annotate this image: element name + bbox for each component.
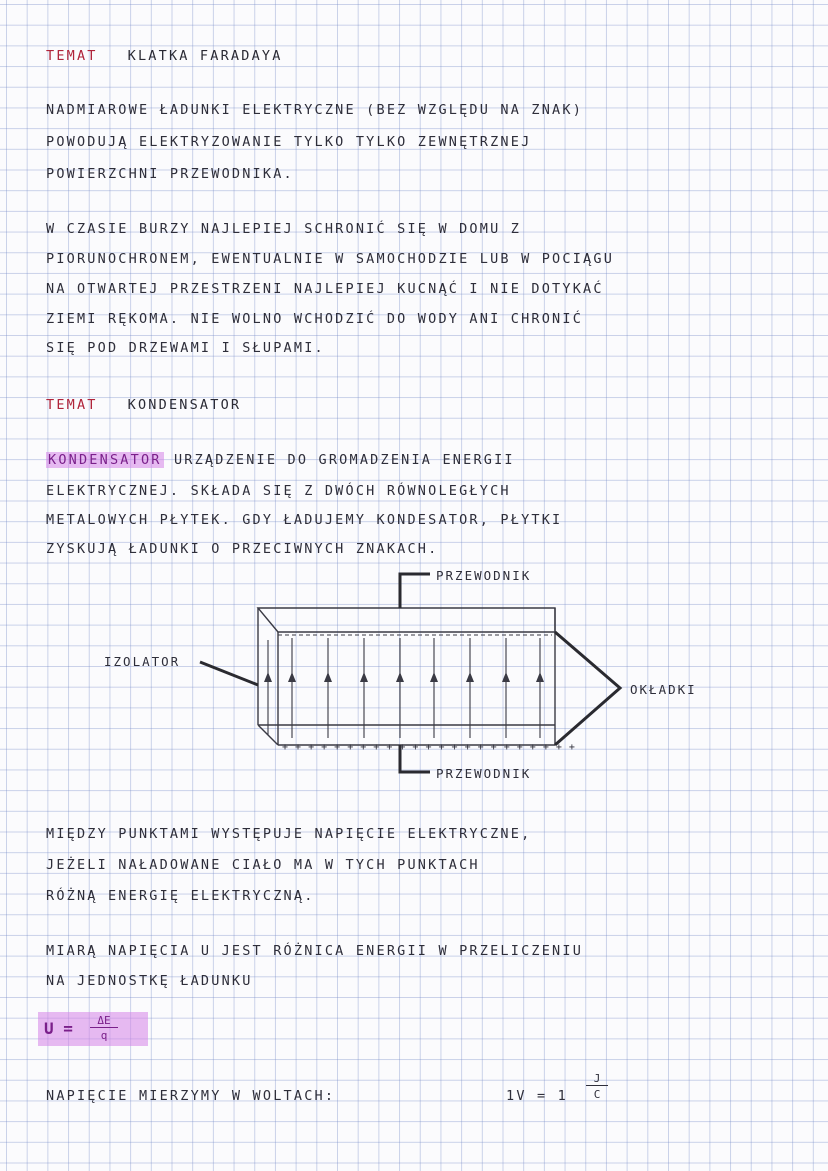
topic-title: KLATKA FARADAYA [127,48,283,64]
highlighted-term: KONDENSATOR [48,452,162,468]
unit-value: 1 [557,1088,568,1104]
plus-signs: + + + + + + + + + + + + + + + + + + + + + + + [282,742,576,753]
text-line: MIARĄ NAPIĘCIA U JEST RÓŻNICA ENERGII W PRZELICZENIU [46,943,584,959]
label-okladki: OKŁADKI [630,682,697,697]
text-line: POWODUJĄ ELEKTRYZOWANIE TYLKO TYLKO ZEWNĘTRZNEJ [46,134,532,150]
topic-title: KONDENSATOR [127,397,242,413]
topic-heading-faraday [46,48,283,64]
unit-formula [506,1088,568,1104]
unit-numerator: J [586,1072,608,1086]
text-line [46,452,515,468]
unit-text: NAPIĘCIE MIERZYMY W WOLTACH: [46,1088,336,1104]
text-line: NA OTWARTEJ PRZESTRZENI NAJLEPIEJ KUCNĄĆ I NIE DOTYKAĆ [46,281,604,297]
text-line: NADMIAROWE ŁADUNKI ELEKTRYCZNE (BEZ WZGLĘDU NA ZNAK) [46,102,584,118]
text-fragment: URZĄDZENIE DO GROMADZENIA ENERGII [173,452,515,468]
topic-label: TEMAT [46,48,98,64]
text-line: POWIERZCHNI PRZEWODNIKA. [46,166,294,182]
text-line: PIORUNOCHRONEM, EWENTUALNIE W SAMOCHODZIE LUB W POCIĄGU [46,251,615,267]
label-izolator: IZOLATOR [104,654,181,669]
unit-denominator: C [593,1088,601,1101]
text-line: ZIEMI RĘKOMA. NIE WOLNO WCHODZIĆ DO WODY ANI CHRONIĆ [46,311,584,327]
topic-heading-capacitor [46,397,241,413]
formula-lhs: U = [44,1019,73,1038]
formula-numerator: ΔE [90,1014,118,1028]
text-line: JEŻELI NAŁADOWANE CIAŁO MA W TYCH PUNKTACH [46,857,480,873]
text-line: RÓŻNĄ ENERGIĘ ELEKTRYCZNĄ. [46,888,315,904]
text-line: METALOWYCH PŁYTEK. GDY ŁADUJEMY KONDESATOR, PŁYTKI [46,512,563,528]
text-line: ZYSKUJĄ ŁADUNKI O PRZECIWNYCH ZNAKACH. [46,541,439,557]
plate-top [258,608,555,632]
text-line [46,1088,335,1104]
conductor-top [400,574,430,608]
pointer-okladki [555,632,620,745]
capacitor-diagram [0,560,828,800]
pointer-izolator [200,662,258,685]
text-line: NA JEDNOSTKĘ ŁADUNKU [46,973,253,989]
text-line: SIĘ POD DRZEWAMI I SŁUPAMI. [46,340,325,356]
voltage-formula [38,1012,148,1046]
topic-label: TEMAT [46,397,98,413]
label-przewodnik-top: PRZEWODNIK [436,568,532,583]
text-line: MIĘDZY PUNKTAMI WYSTĘPUJE NAPIĘCIE ELEKTRYCZNE, [46,826,532,842]
text-line: W CZASIE BURZY NAJLEPIEJ SCHRONIĆ SIĘ W DOMU Z [46,221,522,237]
text-line: ELEKTRYCZNEJ. SKŁADA SIĘ Z DWÓCH RÓWNOLEGŁYCH [46,483,511,499]
unit-lhs: 1V = [506,1088,548,1104]
formula-denominator: q [100,1029,108,1042]
label-przewodnik-bottom: PRZEWODNIK [436,766,532,781]
